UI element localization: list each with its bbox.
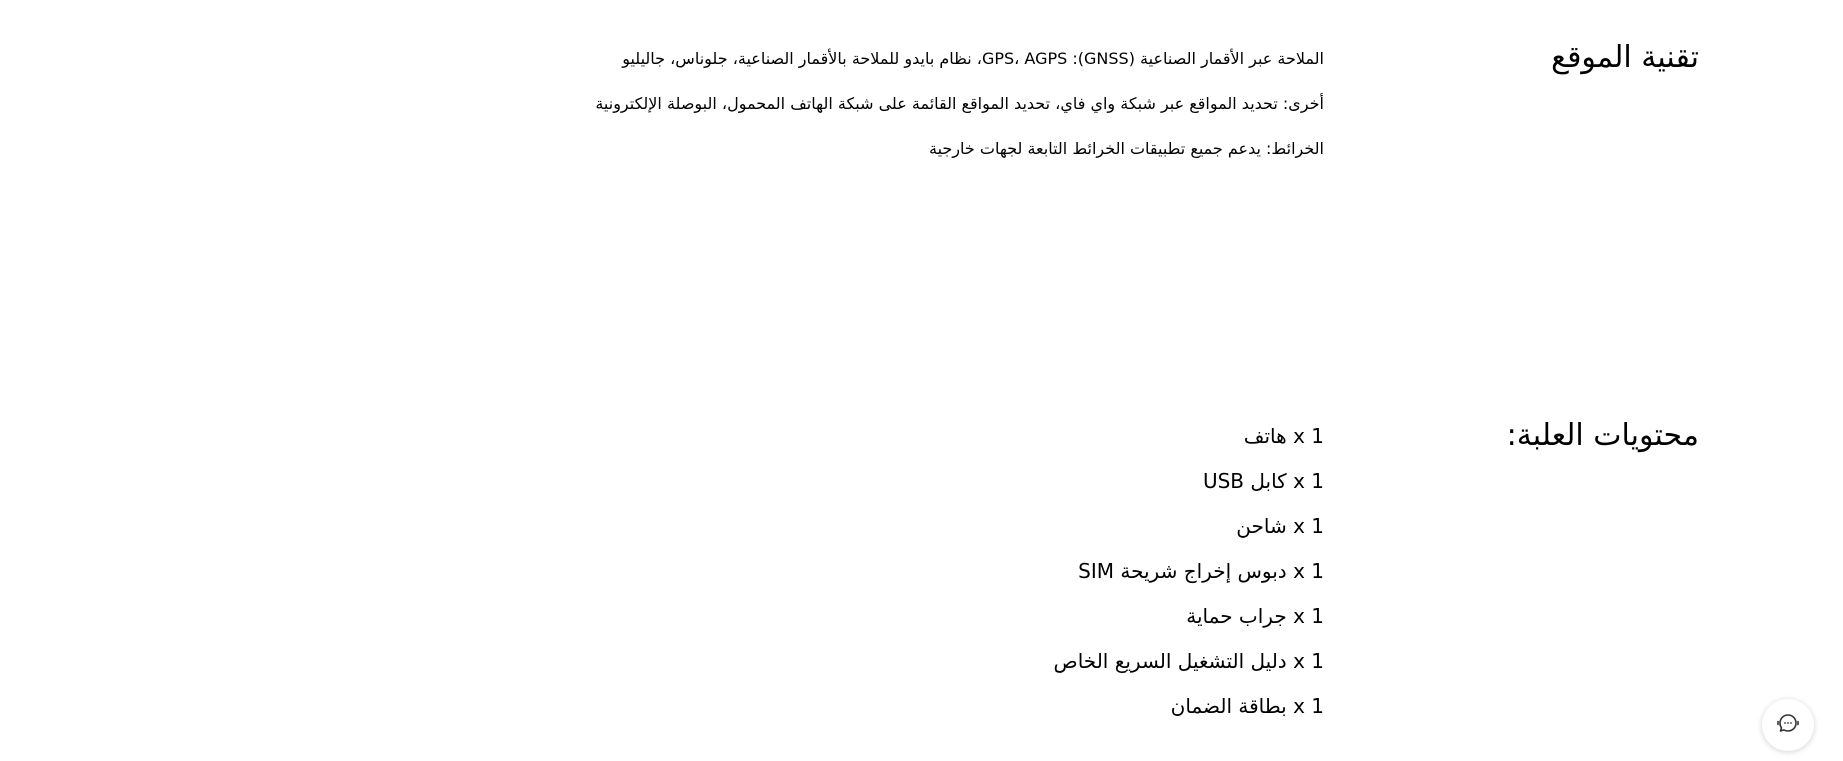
- assistant-button[interactable]: [1762, 699, 1814, 751]
- list-item: 1 x جراب حماية: [1186, 604, 1324, 628]
- list-item: 1 x هاتف: [1243, 424, 1324, 448]
- list-item: 1 x كابل USB: [1202, 469, 1324, 493]
- list-item: 1 x دليل التشغيل السريع الخاص: [1053, 649, 1324, 673]
- location-technology-list: [595, 36, 1324, 171]
- list-item: الخرائط: يدعم جميع تطبيقات الخرائط التابعة لجهات خارجية: [929, 139, 1324, 158]
- list-item: الملاحة عبر الأقمار الصناعية (GNSS): GPS، AGPS، نظام بايدو للملاحة بالأقمار الصناعية، جلوناس، جاليليو: [622, 49, 1324, 68]
- list-item: 1 x دبوس إخراج شريحة SIM: [1078, 559, 1324, 583]
- location-technology-title: تقنية الموقع: [1551, 40, 1699, 75]
- list-item: 1 x بطاقة الضمان: [1170, 694, 1324, 718]
- list-item: أخرى: تحديد المواقع عبر شبكة واي فاي، تحديد المواقع القائمة على شبكة الهاتف المحمول، البوصلة الإلكترونية: [595, 94, 1324, 113]
- list-item: 1 x شاحن: [1236, 514, 1324, 538]
- box-contents-list: [1054, 414, 1324, 729]
- box-contents-title: محتويات العلبة:: [1506, 418, 1699, 453]
- assistant-face-icon: [1774, 709, 1802, 741]
